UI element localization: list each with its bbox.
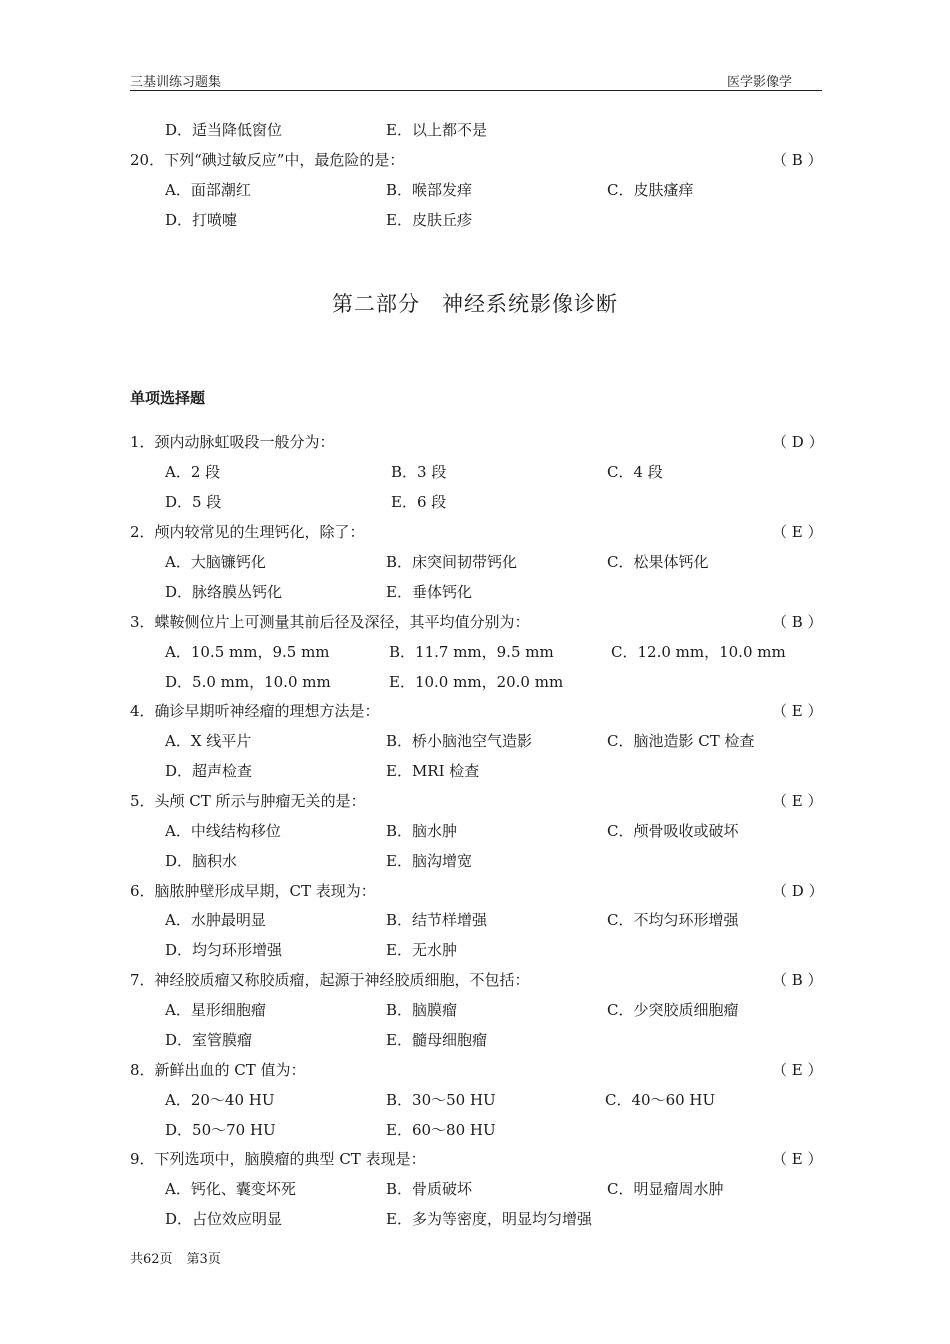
option-c: C．4 段 — [607, 463, 663, 481]
option-d: D．适当降低窗位 — [165, 121, 283, 139]
question-2-text: 2．颅内较常见的生理钙化，除了： — [130, 523, 365, 541]
question-4-answer: （ E ） — [772, 702, 823, 720]
option-c: C．颅骨吸收或破坏 — [607, 822, 739, 840]
question-5-answer: （ E ） — [772, 792, 823, 810]
option-c: C．不均匀环形增强 — [607, 911, 739, 929]
option-a: A．水肿最明显 — [165, 911, 266, 929]
page-number: 第3页 — [186, 1252, 221, 1267]
option-c: C．少突胶质细胞瘤 — [607, 1001, 739, 1019]
option-c: C．明显瘤周水肿 — [607, 1180, 724, 1198]
option-d: D．占位效应明显 — [165, 1210, 283, 1228]
question-6-answer: （ D ） — [772, 882, 824, 900]
question-7-answer: （ B ） — [772, 971, 823, 989]
option-d: D．均匀环形增强 — [165, 941, 283, 959]
option-b: B．30～50 HU — [386, 1091, 496, 1109]
option-c: C．脑池造影 CT 检查 — [607, 732, 755, 750]
option-b: B．11.7 mm，9.5 mm — [389, 643, 554, 661]
question-3-text: 3．蝶鞍侧位片上可测量其前后径及深径，其平均值分别为： — [130, 613, 530, 631]
option-a: A．X 线平片 — [165, 732, 252, 750]
option-c: C．皮肤瘙痒 — [607, 181, 694, 199]
option-a: A．20～40 HU — [165, 1091, 275, 1109]
question-5-text: 5．头颅 CT 所示与肿瘤无关的是： — [130, 792, 366, 810]
option-d: D．脉络膜丛钙化 — [165, 583, 283, 601]
question-3-answer: （ B ） — [772, 613, 823, 631]
option-b: B．喉部发痒 — [386, 181, 473, 199]
section-title: 第二部分 神经系统影像诊断 — [332, 292, 618, 316]
page-footer — [130, 1248, 221, 1267]
option-e: E．MRI 检查 — [386, 762, 480, 780]
option-d: D．打喷嚏 — [165, 211, 238, 229]
question-6-text: 6．脑脓肿壁形成早期，CT 表现为： — [130, 882, 376, 900]
option-a: A．面部潮红 — [165, 181, 251, 199]
option-d: D．超声检查 — [165, 762, 253, 780]
option-e: E．无水肿 — [386, 941, 457, 959]
option-b: B．脑膜瘤 — [386, 1001, 458, 1019]
option-e: E．10.0 mm，20.0 mm — [389, 673, 564, 691]
option-a: A．中线结构移位 — [165, 822, 281, 840]
option-b: B．床突间韧带钙化 — [386, 553, 518, 571]
option-e: E．多为等密度，明显均匀增强 — [386, 1210, 592, 1228]
option-a: A．大脑镰钙化 — [165, 553, 266, 571]
option-e: E．以上都不是 — [386, 121, 487, 139]
option-a: A．10.5 mm，9.5 mm — [165, 643, 330, 661]
question-1-text: 1．颈内动脉虹吸段一般分为： — [130, 433, 335, 451]
question-20-text: 20．下列“碘过敏反应”中，最危险的是： — [130, 151, 405, 169]
question-2-answer: （ E ） — [772, 523, 823, 541]
option-d: D．5.0 mm，10.0 mm — [165, 673, 331, 691]
page-header — [130, 68, 822, 91]
option-e: E．髓母细胞瘤 — [386, 1031, 487, 1049]
question-9-text: 9．下列选项中，脑膜瘤的典型 CT 表现是： — [130, 1150, 426, 1168]
total-pages: 共62页 — [130, 1252, 173, 1267]
header-title-left: 三基训练习题集 — [130, 75, 222, 90]
option-e: E．皮肤丘疹 — [386, 211, 472, 229]
option-a: A．星形细胞瘤 — [165, 1001, 266, 1019]
option-e: E．脑沟增宽 — [386, 852, 472, 870]
option-d: D．脑积水 — [165, 852, 238, 870]
option-b: B．脑水肿 — [386, 822, 458, 840]
option-e: E．60～80 HU — [386, 1121, 496, 1139]
subheading: 单项选择题 — [130, 389, 206, 407]
question-8-text: 8．新鲜出血的 CT 值为： — [130, 1061, 306, 1079]
option-c: C．松果体钙化 — [607, 553, 709, 571]
option-d: D．50～70 HU — [165, 1121, 276, 1139]
option-b: B．桥小脑池空气造影 — [386, 732, 533, 750]
option-c: C．40～60 HU — [605, 1091, 716, 1109]
option-d: D．室管膜瘤 — [165, 1031, 253, 1049]
option-d: D．5 段 — [165, 493, 222, 511]
question-8-answer: （ E ） — [772, 1061, 823, 1079]
option-c: C．12.0 mm，10.0 mm — [611, 643, 786, 661]
option-e: E．垂体钙化 — [386, 583, 472, 601]
option-a: A．2 段 — [165, 463, 221, 481]
header-title-right: 医学影像学 — [726, 75, 792, 90]
question-7-text: 7．神经胶质瘤又称胶质瘤，起源于神经胶质细胞，不包括： — [130, 971, 530, 989]
option-b: B．结节样增强 — [386, 911, 488, 929]
option-e: E．6 段 — [391, 493, 447, 511]
option-b: B．3 段 — [391, 463, 447, 481]
question-4-text: 4．确诊早期听神经瘤的理想方法是： — [130, 702, 380, 720]
option-b: B．骨质破坏 — [386, 1180, 473, 1198]
option-a: A．钙化、囊变坏死 — [165, 1180, 296, 1198]
question-1-answer: （ D ） — [772, 433, 824, 451]
question-20-answer: （ B ） — [772, 151, 823, 169]
question-9-answer: （ E ） — [772, 1150, 823, 1168]
